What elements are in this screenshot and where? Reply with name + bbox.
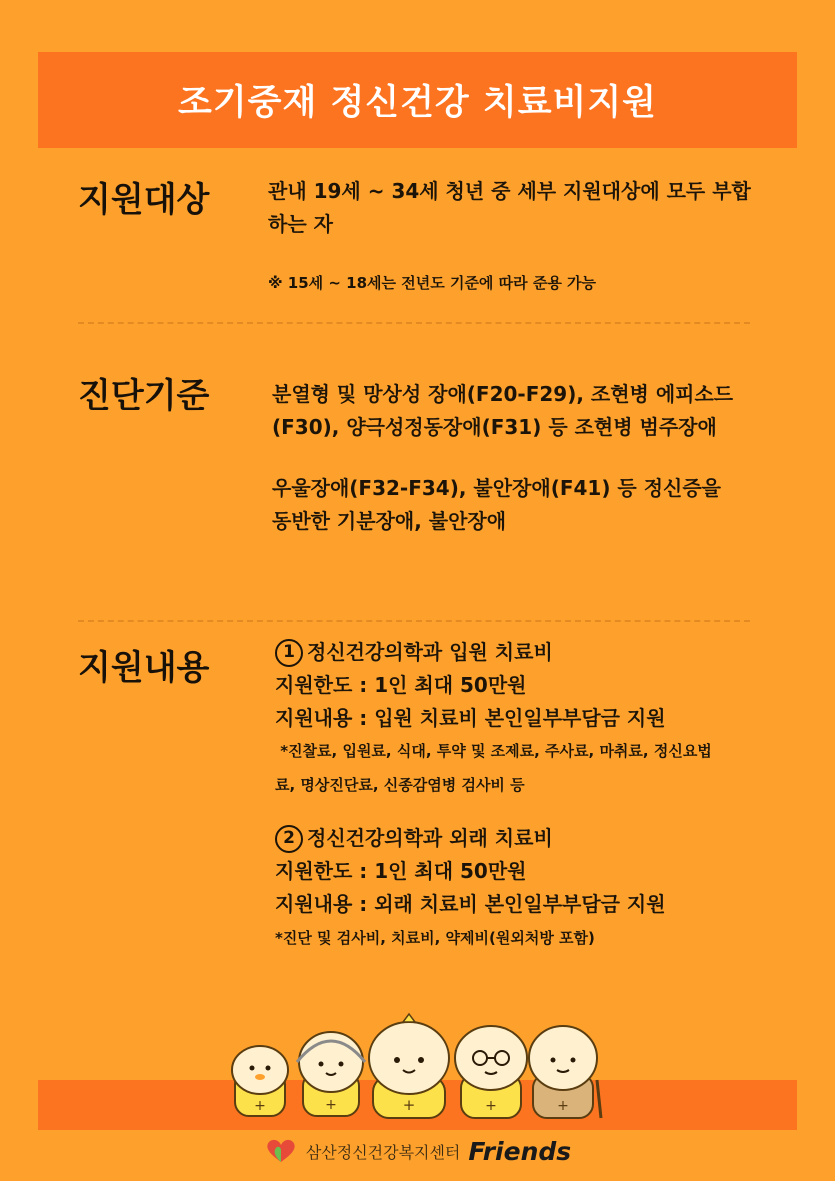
heart-logo-icon [264,1138,298,1164]
content-item-2 [275,822,666,921]
criteria-p1-line-2: (F30), 양극성정동장애(F31) 등 조현병 범주장애 [272,415,717,439]
item-detail: 지원내용 : 외래 치료비 본인일부부담금 지원 [275,892,666,916]
svg-text:+: + [557,1098,569,1114]
mascot-4 [455,1026,527,1118]
item-note: *진단 및 검사비, 치료비, 약제비(원외처방 포함) [275,929,595,947]
circled-number-icon: 2 [275,825,303,853]
item-limit: 지원한도 : 1인 최대 50만원 [275,859,527,883]
mascot-characters-icon [225,1010,615,1122]
divider [78,620,750,622]
svg-text:+: + [485,1098,497,1114]
section-heading-criteria: 진단기준 [78,376,210,416]
target-line-1: 관내 19세 ~ 34세 청년 중 세부 지원대상에 모두 부합 [268,179,751,203]
item-note-line-2: 료, 명상진단료, 신종감염병 검사비 등 [275,776,525,794]
item-title-text: 정신건강의학과 외래 치료비 [307,826,553,850]
svg-text:+: + [402,1096,416,1114]
criteria-p2-line-1: 우울장애(F32-F34), 불안장애(F41) 등 정신증을 [272,476,721,500]
item-note [275,734,712,802]
title-banner [38,52,797,148]
svg-text:+: + [254,1098,266,1114]
footer-org-name: 삼산정신건강복지센터 [305,1142,461,1162]
item-title-text: 정신건강의학과 입원 치료비 [307,640,553,664]
footer-brand: Friends [468,1136,572,1166]
section-heading-target: 지원대상 [78,180,210,220]
content-item-1 [275,636,666,735]
target-text [268,175,751,241]
criteria-p1-line-1: 분열형 및 망상성 장애(F20-F29), 조현병 에피소드 [272,382,734,406]
mascot-1 [232,1046,288,1116]
item-note-line-1: *진찰료, 입원료, 식대, 투약 및 조제료, 주사료, 마취료, 정신요법 [275,742,712,760]
page-title: 조기중재 정신건강 치료비지원 [178,83,657,123]
mascot-5 [529,1026,601,1118]
target-line-2: 하는 자 [268,212,333,236]
criteria-text [272,378,733,538]
item-title [275,822,666,855]
circled-number-icon: 1 [275,639,303,667]
svg-text:+: + [325,1097,337,1113]
mascot-3 [369,1014,449,1118]
item-limit: 지원한도 : 1인 최대 50만원 [275,673,527,697]
section-heading-content: 지원내용 [78,648,210,688]
target-note: ※ 15세 ~ 18세는 전년도 기준에 따라 준용 가능 [268,274,597,292]
item-detail: 지원내용 : 입원 치료비 본인일부부담금 지원 [275,706,666,730]
divider [78,322,750,324]
footer [0,1133,835,1169]
item-title [275,636,666,669]
mascot-2 [297,1032,365,1116]
criteria-p2-line-2: 동반한 기분장애, 불안장애 [272,509,507,533]
